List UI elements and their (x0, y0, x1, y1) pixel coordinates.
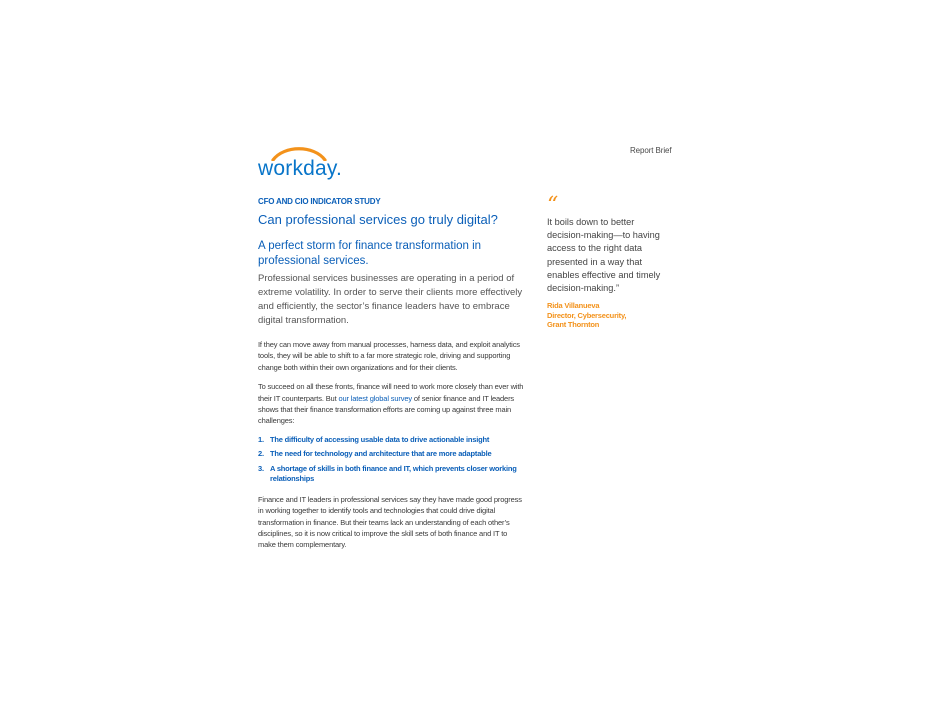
p2-text-after: of senior finance and IT leaders shows that their finance transformation efforts are coming up against three main challenges: (258, 393, 515, 426)
main-column (258, 197, 526, 559)
list-number: 2. (258, 449, 264, 459)
list-item (258, 464, 526, 485)
list-item (258, 435, 526, 446)
quote-author-role: Director, Cybersecurity, (547, 310, 627, 320)
lead-paragraph: Professional services businesses are operating in a period of extreme volatility. In order to serve their clients more effectively and efficiently, the sector’s finance leaders have to embrace digital transformation. (258, 273, 523, 326)
list-text: The difficulty of accessing usable data to drive actionable insight (270, 434, 490, 444)
list-item (258, 449, 526, 460)
list-number: 1. (258, 434, 264, 444)
report-brief-label: Report Brief (630, 146, 672, 155)
list-text: The need for technology and architecture that are more adaptable (270, 449, 492, 459)
list-number: 3. (258, 463, 264, 473)
quote-author-name: Rida Villanueva (547, 301, 600, 311)
quote-author-company: Grant Thornton (547, 320, 600, 330)
workday-logo (258, 147, 343, 183)
quote-mark-icon: “ (547, 193, 559, 218)
logo-wordmark: workday. (258, 157, 343, 180)
pull-quote (547, 193, 672, 330)
quote-text: It boils down to better decision-making—to having access to the right data presented in a way that enables effective and timely decision-making.” (547, 217, 661, 294)
section-subtitle: A perfect storm for finance transformation in professional services. (258, 240, 482, 267)
challenges-list (258, 435, 526, 485)
body-paragraph-1: If they can move away from manual processes, harness data, and exploit analytics tools, they will be able to shift to a far more strategic role, driving and supporting change both within their own organizations and for their clients. (258, 340, 520, 372)
p2-text-before: To succeed on all these fronts, finance will need to work more closely than ever with their IT counterparts. But (258, 382, 524, 403)
list-text: A shortage of skills in both finance and IT, which prevents closer working relationships (270, 463, 517, 484)
survey-link[interactable]: our latest global survey (338, 393, 412, 403)
eyebrow: CFO AND CIO INDICATOR STUDY (258, 197, 381, 206)
body-paragraph-2 (258, 381, 526, 427)
page-title: Can professional services go truly digital? (258, 212, 498, 227)
body-paragraph-3: Finance and IT leaders in professional services say they have made good progress in working together to identify tools and technologies that could drive digital transformation in finance. But their teams lack an understanding of each other’s disciplines, so it is now critical to improve the skill sets of both finance and IT to make them complementary. (258, 494, 522, 550)
